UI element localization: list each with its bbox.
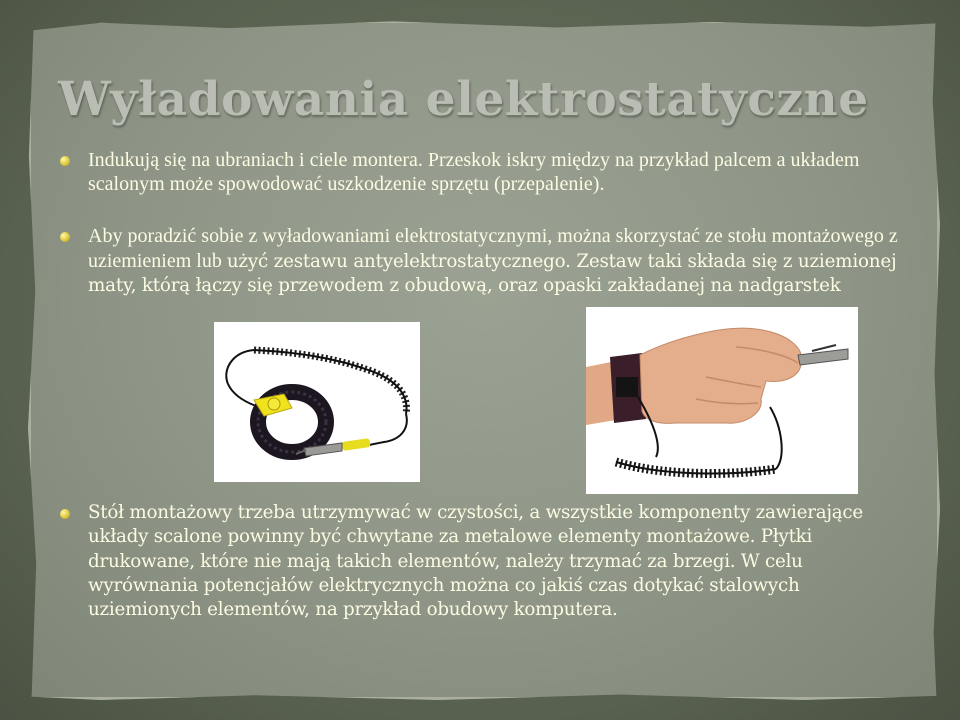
bullet-text-2-part-1: Aby poradzić sobie z wyładowaniami elektrostatycznymi, można skorzystać ze stołu montażowego z uziemieniem lub bbox=[88, 225, 898, 272]
wrist-strap-on-hand-photo bbox=[586, 307, 858, 494]
antistatic-wrist-strap-icon bbox=[214, 322, 420, 482]
bullet-text-2 bbox=[88, 224, 900, 298]
bullet-text-3: Stół montażowy trzeba utrzymywać w czystości, a wszystkie komponenty zawierające układy scalone powinny być chwytane za metalowe elementy montażowe. Płytki drukowane, które nie mają takich elementów, należy trzymać za brzegi. W celu wyrównania potencjałów elektrycznych można co jakiś czas dotykać stalowych uziemionych elementów, na przykład obudowy komputera. bbox=[88, 502, 863, 621]
bullet-text-1: Indukują się na ubraniach i ciele montera. Przeskok iskry między na przykład palcem a układem scalonym może spowodować uszkodzenie sprzętu (przepalenie). bbox=[88, 149, 860, 195]
bullet-item-2 bbox=[60, 224, 900, 298]
bullet-item-1 bbox=[60, 148, 900, 196]
bullet-item-3 bbox=[60, 501, 900, 622]
slide-title: Wyładowania elektrostatyczne bbox=[58, 72, 869, 127]
wrist-strap-on-hand-icon bbox=[586, 307, 858, 494]
bullet-dot-icon bbox=[60, 156, 70, 166]
wrist-strap-photo bbox=[214, 322, 420, 482]
bullet-dot-icon bbox=[60, 232, 70, 242]
bullet-text-2-part-2: użyć zestawu antyelektrostatycznego. Zestaw taki składa się z uziemionej maty, którą łączy się przewodem z obudową, oraz opaski zakładanej na nadgarstek bbox=[88, 251, 897, 296]
bullet-dot-icon bbox=[60, 509, 70, 519]
